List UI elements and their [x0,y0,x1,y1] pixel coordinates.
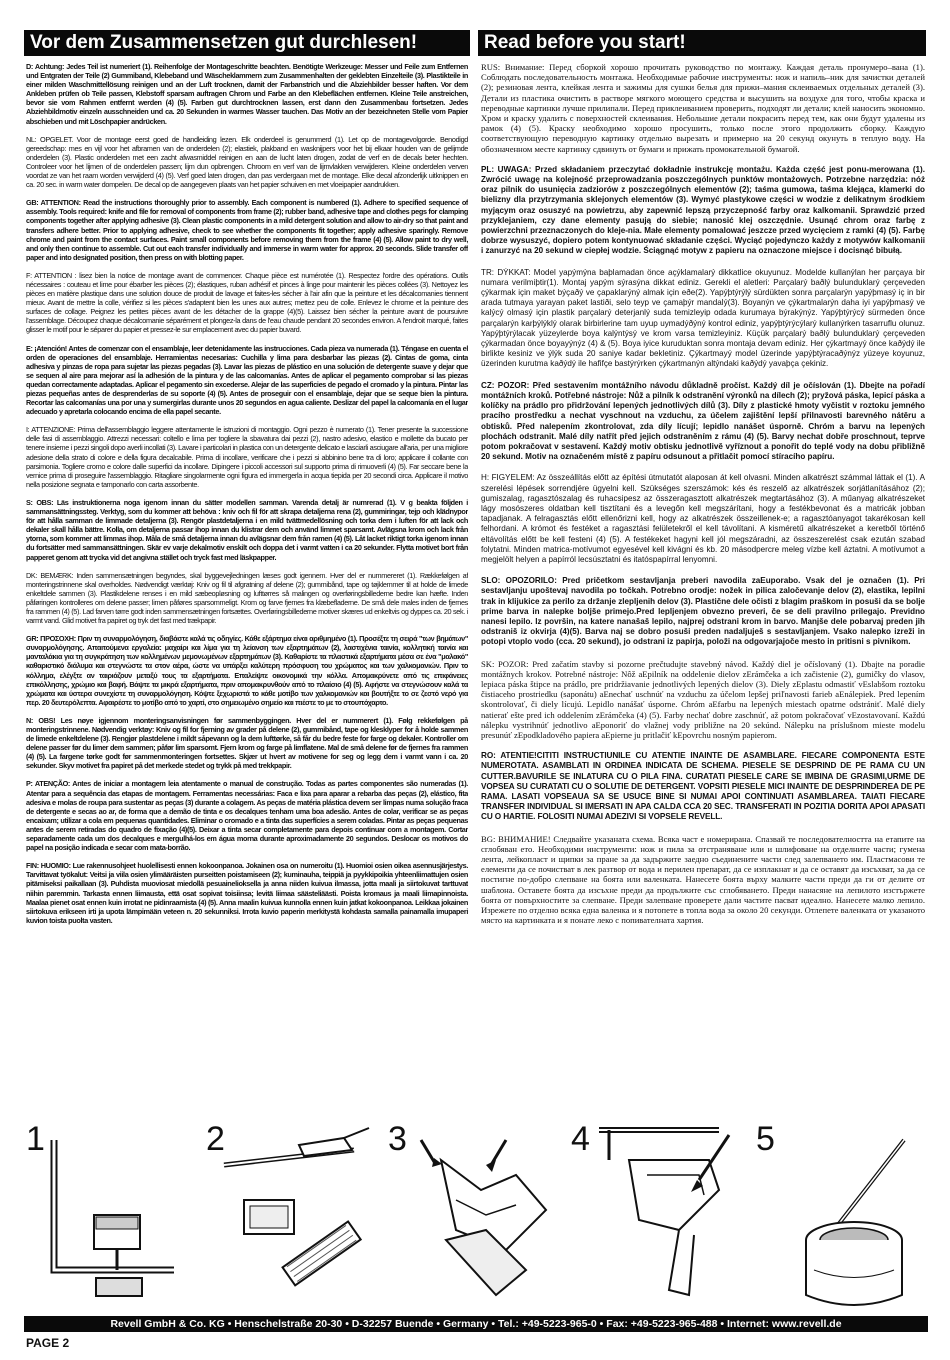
instructions-cz: CZ: POZOR: Před sestavením montážního návodu důkladně pročíst. Každý díl je očíslován (1). Dbejte na pořadí montážních kroků. Potřebné nástroje: Nůž a pilník k odstranění výronků na dílech (2); pryžová páska, lepicí páska a kolíčky na prádlo pro přidržování lepených jednotlivých dílů (3). Díly z plastické hmoty vyčistit v roztoku jemného pracího prostředku a nechat vyschnout na vzduchu, za účelem zajištění lepší přilnavosti barevného nátěru a obtisků. Před nalepením zkontrolovat, zda díly lícují; lepidlo nanášet úsporně. Chróm a barvu na lepených plochách odstranit. Malé díly natřít před jejich odstraněním z rámu (4) (5). Barvy nechat dobře proschnout, teprve potom pokračovat v sestavení. Každý motiv obtisku jednotlivě vyříznout a ponořit do teplé vody na dobu přibližně 20 sekund. Motiv na označeném místě z papíru odsunout a přitlačit pomocí stíracího papíru. [481,380,925,462]
step-number: 1 [26,1120,45,1158]
step-number: 2 [206,1120,225,1158]
step-2-illustration [204,1120,374,1310]
instructions-ru: RUS: Внимание: Перед сборкой хорошо прочитать руководство по монтажу. Каждая деталь пронумеро–вана (1). Соблюдать последовательность монтажа. Необходимые рабочие инструменты: нож и напиль–ник для зачистки деталей (2); резиновая лента, клейкая лента и зажимы для сушки белья для прижи–мания склеиваемых отдельных деталей (3). Детали из пластика очистить в растворе мягкого моющего средства и высушить на воздухе для того, чтобы краска и переводные картинки лучше прилипали. Перед приклеиванием проверить, подходят ли детали; клей наносить экономно. Хром и краску удалить с поверхностей склеивания. Небольшие детали покрасить перед тем, как они будут удалены из рамок (4) (5). Краску необходимо хорошо просушить, только после этого продолжить сборку. Каждую соответствующую переводную картинку отдельно вырезать и примерно на 20 секунд окунуть в теплую воду. На обозначенном месте картинку сдвинуть от бумаги и прижать промокательной бумагой. [481,62,925,154]
step-number: 5 [756,1120,775,1158]
left-instructions-column [26,62,468,934]
numbered-part-icon [24,1120,194,1310]
instructions-tr: TR: DÝKKAT: Model yapýmýna baþlamadan önce açýklamalarý dikkatlice okuyunuz. Modelde kullanýlan her parçaya bir numara verilmiþtir(1). Montaj yapým sýrasýna dikkat ediniz. Gerekli el aletleri: Parçalarý baðlý bulunduklarý çerçeveden çýkarmak için maket býçaðý ve çapaklarýný almak için eðe(2). Yapýþtýrýlý sürdükten sonra parçalarýn yapýþmasý iç in bir arada tutmaya yarayan paket lastiði, selo teyp ve çamaþýr mandalý(3). Boyanýn ve çýkartmalarýn daha iyi yapýþmasý ve kalýcý olmasý için plastik parçalarý deterjanlý suda temizleyip odada kurumaya býrakýnýz. Yapýþtýrýcý sürmeden önce parçalarýn karþýlýklý olarak birbirlerine tam uyup uymadýðýný kontrol ediniz, yapýþtýrýcýlarý kullanýrken tasarruflu olunuz. Yapýþtýrýlacak yüzeylerde boya kalýntýsý ve krom varsa temizleyiniz. Küçük parçalarý baðlý bulunduklarý çerçeveden çýkarmadan önce boyayýnýz (4) & (5). Boya iyice kuruduktan sonra montaja devam ediniz. Her çýkartmayý önce kaðýdý ile birlikte kesiniz ve ýlýk suda 20 saniye kadar bekletiniz. Çýkartmayý model üzerinde yapýþtýracaðýnýz yüzeye koyunuz, üzerinden kurutma kaðýdý ile hafifçe bastýrýrken çýkartmanýn altýndaki kaðýdý yavaþça çekiniz. [481,267,925,369]
instructions-it: I: ATTENZIONE: Prima dell'assemblaggio leggere attentamente le istruzioni di montaggio. Ogni pezzo è numerato (1). Tener presente la successione delle fasi di assemblaggio. Attrezzi necessari: coltello e lima per togliere la sbavatura dai pezzi (2), nastro adesivo, elastico e mollette da bucato per tenere insieme i pezzi singoli dopo averli incollati (3). Lavare i particolari in plastica con un detergente delicato e lasciarli asciugare all'aria, per una migliore adesione della strato di colore e della figura decalcabile. Prima di incollare, verificare che i pezzi si abbinino bene tra di loro; applicare il collante con parsimonia. Togliere cromo e colore dalle superfici da incollare. Dipingere i piccoli accessori sul supporto prima di rimuoverli (4) (5). Far seccare bene la vernice prima di proseguire l'assemblaggio. Ritagliare singolarmente ogni figura ed immergerla in acqua tiepida per 20 secondi circa. Applicare il motivo nella posizione segnata e tamponarlo con carta assorbente. [26,425,468,489]
instructions-pl: PL: UWAGA: Przed składaniem przeczytać dokładnie instrukcję montażu. Każda część jest ponu-merowana (1). Zwrócić uwagę na kolejność przeprowadzania poszczególnych punktów montażowych. Potrzebne narzędzia: nóż oraz pilnik do usunięcia zadziorów z poszczególnych elementów (2); taśma gumowa, taśma klejąca, klamerki do bielizny dla przytrzymania sklejonych elementów (3). Wymyć plastykowe części w wodzie z delikatnym środkiem myjącym oraz osuszyć na powietrzu, aby zapewnić lepszą przyczepność farby oraz kalkomanii. Sprawdzić przed przyklejaniem, czy dane elementy pasują do siebie; nanosić klej oszczędnie. Usunąć chrom oraz farbę z powierzchni przeznaczonych do kleje-nia. Małe elementy pomalować jeszcze przed wycięciem z ramki (4) (5). Farbę dobrze wysuszyć, dopiero potem kontynuować składanie części. Wyciąć pojedynczo każdy z motywów kalkomanii i zanurzyć na 20 sekund w ciepłej wodzie. Ściągnąć motyw z papieru na oznaczone miejsce i docisnąć bibułą. [481,164,925,256]
instructions-no: N: OBS! Les nøye igjennom monteringsanvisningen før sammenbyggingen. Hver del er nummerert (1). Følg rekkefølgen på monteringstrinnene. Nødvendig verktøy: Kniv og fil for fjerning av grader på delene (2), gummibånd, tape og klesklyper for å holde sammen de limede enkeltdelene (3). Rengjør plastdelene i mildt såpevann og la dem lufttørke, så får du bedre feste for farge og dekaler. Kontroller om delene passer før du limer dem sammen; påfør lim sparsomt. Fjern krom og farge på limflatene. Mal de små delene før de fjernes fra rammen (4) (5). La fargene tørke godt før sammenmonteringen fortsettes. Skjær ut hvert av motivene for seg og legg dem i varmt vann i ca. 20 sekunder. Skyv motivet fra papiret på det merkede stedet og trykk på med trekkpapir. [26,715,468,771]
instructions-dk: DK: BEMÆRK: Inden sammensætningen begyndes, skal byggevejledningen læses godt igennem. Hver del er nummereret (1). Rækkefølgen af monteringstrinnene skal overholdes. Nødvendigt værktøj: Kniv og fil til afgratning af delene (2); gummibånd, tape og tøjklemmer til at holde de limede enkeltdele sammen (3). Plastikdelene renses i en mild sæbeopløsning og lufttørres så malingen og overføringsbillederne bedre kan hæfte. Inden påføringen kontrolleres om delene passer; limen påføres sparsommeligt. Krom og farve fjernes fra klæbefladerne. De små dele males inden de fjernes fra rammen (4) (5). Lad farven tørre godt inden sammensætningen fortsættes. Overføringsbillederne motiver skæres ud enkeltvis og dyppes ca. 20 sek. i varmt vand. Glid motivet fra papiret og tryk det fast med trækpapir. [26,570,468,626]
step-number: 4 [571,1120,590,1158]
page-number: PAGE 2 [26,1336,70,1350]
step-4-illustration [569,1120,739,1310]
step-3-illustration [386,1120,556,1310]
footer-contact-bar: Revell GmbH & Co. KG • Henschelstraße 20-30 • D-32257 Buende • Germany • Tel.: +49-5223-965-0 • Fax: +49-5223-965-488 • Internet: www.revell.de [24,1316,928,1332]
instructions-nl: NL: OPGELET. Voor de montage eerst goed de handleiding lezen. Elk onderdeel is genummerd (1). Let op de montagevolgorde. Benodigd gereedschap: mes en vijl voor het afbramen van de onderdelen (2); elastiek, plakband en wasknijpers voor het bij elkaar houden van de gelijmde onderdelen (3). Plastic onderdelen met een zacht afwasmiddel reinigen en aan de lucht laten drogen, zodat de verf en de decals beter hechten. Controleer voor het lijmen of de onderdelen passen; lijm dun opbrengen. Chroom en verf van de lijmvlakken verwijderen. Kleine onderdelen verven voordat ze van het raam worden verwijderd (4) (5). Verf goed laten drogen, dan pas verdergaan met de montage. Elke decal afzonderlijk uitknippen en ca. 20 sec. in warm water dompelen. De decal op de aangegeven plaats van het papier schuiven en met vloeipapier aandrukken. [26,134,468,190]
instructions-slo: SLO: OPOZORILO: Pred pričetkom sestavljanja preberi navodila zaЕuporabo. Vsak del je označen (1). Pri sestavljanju upoštevaj navodila po točkah. Potrebno orodje: nožek in pilica zaločevanje delov (2), elastika, lepilni trak in klijukice za perilo za držanje zlepljenih delov (3). Plastične dele očisti z blagim praškom in posuši da se bolje prime barva in nalepke boljše primejo.Pred lepljenjem obvezno preveri, če se deli pravilno prilegajo. Previdno nanesi lepilo. Iz površin, na katere nanašaš lepilo, najprej odstrani krom in barvo. Manjše dele pobarvaj preden jih odstraniš iz okvirja (4)(5). Barva naj se dobro posuši preden nadaljuješ s sestavljanjem. Vsako nalepko izreži in potopi vtoplo vodo (cca. 20 sekund), jo odstrani iz papirja, položi na odgovarjajoče mesto in pritisni s pivnikom. [481,576,925,647]
instructions-se: S: OBS: Läs instruktionerna noga igenom innan du sätter modellen samman. Varenda detalj är numrerad (1). V g beakta följden i sammansättningssteg. Verktyg, som du kommer att behöva : kniv och fil för att skrapa detaljerna rena (2), gummiringar, tejp och klädnypor för att hålla samman de limmade detaljerna (3). Rengör plastdetaljerna i en mild tvättmedellösning och torka dem i luften för att lack och dekaler skall hålla bättre. Kolla, om detaljerna passar ihop innan du klistrar dem och använd limmet sparsamt. Avlägsna krom och lack från ytorna, som kommer att limmas ihop. Måla de små detaljerna innan du avlägsnar dem från ramen (4) (5). Låt lacket riktigt torka igenom innan du fortsätter med sammansättningen. Skär ev varje dekalmotiv enskilt och doppa det i varmt vatten i ca 20 sekunder. Flytta motivet bort från papperet genom att trycka vid det angivna stället och tryck fast med läskpapper. [26,497,468,562]
paintbrush-icon [569,1120,739,1310]
instructions-de: D: Achtung: Jedes Teil ist numeriert (1). Reihenfolge der Montageschritte beachten. Benötigte Werkzeuge: Messer und Feile zum Entfernen und Entgraten der Teile (2) Gummiband, Klebeband und Wäscheklammern zum Zusammenhalten der geklebten Einzelteile (3). Plastikteile in einer milden Waschmittellösung reinigen und an der Luft trocknen, damit der Farbanstrich und die Abziehbilder besser haften. Vor dem Ankleben prüfen ob Teile passen, Klebstoff sparsam auftragen Chrom und Farbe an den Klebeflächen entfernen. Kleine Teile anstreichen, bevor sie vom Rahmen entfernt werden (4) (5). Farben gut durchtrocknen lassen, erst dann den Zusammenbau fortsetzen. Jedes Abziehbildmotiv einzeln ausschneiden und ca. 20 Sekunden in warmes Wasser tauchen. Das Motiv an der bezeichneten Stelle vom Papier abschieben und mit Löschpapier andrücken. [26,62,468,126]
assembly-steps-illustrations [24,1120,928,1310]
instructions-sk: SK: POZOR: Pred začatím stavby si pozorne prečtudujte stavebný návod. Každý diel je očíslovaný (1). Dbajte na poradie montážnych krokov. Potrebné nástroje: Nôž aЕpilník na oddelenie dielov zЕrámčeka a ich začistenie (2), gumičky do vlasov, lepiaca páska štipce na prádlo, pre pridržiavanie jednotlivých lepených dielov (3). Diely zЕplastu odmastiť vЕslabšom roztoku čistiaceho prostriedku (saponátu) aЕnechať uschnúť na vzduchu za účelom lepšej priľnavosti farieb aЕnálepiek. Pred lepením skontrolovať, či diely lícujú. Lepidlo nanášať úsporne. Chróm aЕfarbu na lepených miestach opatrne odstrániť. Malé diely natierať ešte pred ich oddelením zЕrámčeka (4) (5). Farby nechať dobre zaschnúť, až potom pokračovať vЕzostavovaní. Každú nálepku vystrihnúť jednotlivo aЕponoriť do vlažnej vody približne na 20 sekúnd. Nálepku na príslušnom mieste modelu presunúť zЕpodkladového papiera aЕpierne ju pritlačiť kЕpovrchu nosným papierom. [481,658,925,740]
instructions-fi: FIN: HUOMIO: Lue rakennusohjeet huolellisesti ennen kokoonpanoa. Jokainen osa on numeroitu (1). Huomioi osien oikea asennusjärjestys. Tarvittavat työkalut: Veitsi ja viila osien ylimääräisten purseitten poistamiseen (2); kuminauha, teippiä ja pyykkipoikia yhteenliimattujen osien pitämiseksi paikallaan (3). Puhdista muoviosat miedollä pesuainelioksella ja anna niiden kuivua ilmassa, jotta maali ja siirtokuvat tarttuvat niihin paremmin. Tarkasta ennen liimausta, että osat sopivat toisiinsa; levitä liimaa säästeliäästi. Poista kromaus ja maali liimapinnoista. Maalaa pienet osat ennen kuin irrotat ne pidinraamista (4) (5). Anna maalin kuivua kunnolla ennen kuin jatkat kokoonpanoa. Leikkaa jokainen siirtokuva erikseen irti ja upota lämpimään veteen n. 20 sekunniksi. Irrota kuvio paperin merkitystä kohdasta samalla painamalla imupaperi kuvion toista puolta vasten. [26,861,468,925]
header-title-german: Vor dem Zusammensetzen gut durchlesen! [24,30,470,56]
right-instructions-column [481,62,925,936]
instructions-gr: GR: ΠΡΟΣΟΧΗ: Πριν τη συναρμολόγηση, διαβάστε καλά τις οδηγίες. Κάθε εξάρτημα είναι αριθμημένο (1). Προσέξτε τη σειρά "των βημάτων" συναρμολόγησης. Απαιτούμενα εργαλεία: μαχαίρι και λίμα για τη λείανση των εξαρτημάτων (2), λαστιχένια ταινία, κολλητική ταινία και μανταλάκια για τη συγκράτηση των κολλημένων μεμονωμένων εξαρτημάτων (3). Καθαρίστε τα πλαστικά εξαρτήματα μέσα σε ένα "μαλακό" καθαριστικό διάλυμα και στεγνώστε τα στον αέρα, ώστε να υπάρξει καλύτερη πρόσφυση του χρώματος και των χαλκομανιών. Πριν το κόλλημα, ελέγξτε αν ταιριάζουν μεταξύ τους τα εξαρτήματα. Επαλείψτε οικονομικά την κόλλα. Απομακρύνετε από τις επιφάνειες επικόλλησης, χρώμιο και βαφή. Βάψτε τα μικρά εξαρτήματα, πριν απομακρυνθούν από το πλαίσιο (4) (5). Αφήστε να στεγνώσουν καλά τα χρώματα και ύστερα συνεχίστε τη συναρμολόγηση. Κόψτε ξεχωριστά το κάθε μοτίβο των χαλκομανιών και βουτήξτε το σε ζεστό νερό για περ. 20 δευτερόλεπτα. Αφαιρέστε το μοτίβο από το χαρτί, στο σημειωμένο σημείο και πιέστε το με το στουπόχαρτο. [26,634,468,707]
gluing-parts-icon [386,1120,556,1310]
instructions-gb: GB: ATTENTION: Read the instructions thoroughly prior to assembly. Each component is numbered (1). Adhere to specified sequence of assembly. Tools required: knife and file for removal of components from frame (2); rubber band, adhesive tape and clothes pegs for clamping components together after applying adhesive (3). Clean plastic components in a mild detergent solution and allow to air-dry so that paint and transfers adhere better. Prior to applying adhesive, check to see whether the components fit together; apply adhesive sparingly. Remove chrome and paint from the contact surfaces. Paint small components before removing them from the frame (4) (5). Allow paint to dry well, and only then continue to assemble. Cut out each transfer individually and immerse in warm water for approx. 20 seconds. Slide transfer off paper and into designated position, then press on with blotting paper. [26,198,468,262]
instructions-es: E: ¡Atención! Antes de comenzar con el ensamblaje, leer detenidamente las instrucciones. Cada pieza va numerada (1). Téngase en cuenta el orden de operaciones del ensamblaje. Herramientas necesarias: Cuchilla y lima para desbarbar las piezas (2). Cintas de goma, cinta adhesiva y pinzas de ropa para sujetar las piezas pegadas (3). Lavar las piezas de plástico en una solución de detergente suave y dejar que se sequen al aire para mejorar así la adhesión de la pintura y de las calcomanías. Antes de aplicar el pegamento comprobar si las piezas quedan correctamente adaptadas. Aplicar el pegamento sin excederse. Alejar de las superficies de pegado el cromado y la pintura. Pintar las piezas pequeñas antes de desprenderlas de su soporte (4) (5). Antes de proseguir con el ensamblaje, dejar que se seque bien la pintura. Recortar las calcomanías una por una y sumergirlas durante unos 20 segundos en agua caliente. Deslizar del papel la calcomanía en el lugar adecuado y apretarla colocando encima de ella papel secante. [26,343,468,417]
step-number: 3 [388,1120,407,1158]
instructions-hu: H: FIGYELEM: Az összeállítás előtt az építési útmutatót alaposan át kell olvasni. Minden alkatrészt számmal láttak el (1). A szerelési lépések sorrendjére ügyelni kell. Szükséges szerszámok: kés és reszelő az alkatrészek sorjátlanításához (2); gumiszalag, ragasztószalag és ruhacsipesz az összeragasztott alkatrészek megtartásához (3). A műanyag alkatrészeket lágy mosószeres oldatban kell tisztítani és a levegőn kell megszárítani, hogy a festékbevonat és a matricák jobban tapadjanak. A felragasztás előtt ellenőrizni kell, hogy az alkatrészek összeillenek-e; a ragasztóanyagot takarékosan kell felhordani. A krómot és festéket a ragasztási felületekről el kell távolítani. A kisméretű alkatrészeket a keretből történő eltávolítás előtt be kell festeni (4) (5). A festékeket hagyni kell jól megszáradni, az összeszerelést csak ezután szabad folytatni. Minden matrica-motívumot egyesével kell kivágni és kb. 20 másodpercre meleg vízbe kell áztatni. A motívumot a megjelölt helyen a papírról lecsúsztatni és itatóspapírral lenyomni. [481,473,925,564]
header-title-english: Read before you start! [478,30,926,56]
instructions-pt: P: ATENÇÃO: Antes de iniciar a montagem leia atentamente o manual de construção. Todas as partes componentes são numeradas (1). Atentar para a sequência das etapas de montagem. Ferramentas necessárias: Faca e lixa para aparar a rebarba das peças (2), elástico, fita adesiva e molas de roupa para sustentar as peças (3) durante a colagem. As peças de matéria plástica devem ser limpas numa solução fraca de detergente e secas ao ar, de forma que a demão de tinta e os decalques tenham uma boa adesão. Antes de colar, verificar se as peças encaixam; utilizar a cola em pequenas quantidades. Eliminar o cromado e a tinta das superfícies a serem coladas. Pintar as peças pequenas antes de serem retiradas do quadro de fixação (4)(5). Deixar a tinta secar completamente para depois continuar com a montagem. Cortar separadamente cada um dos decalques e mergulhá-los em água morna durante aproximadamente 20 segundos. Deslocar os motivos do papel na posição indicada e secar com mata-borrão. [26,779,468,853]
paint-pot-icon [754,1120,928,1310]
knife-file-tools-icon [204,1120,374,1310]
instructions-fr: F: ATTENTION : lisez bien la notice de montage avant de commencer. Chaque pièce est numérotée (1). Respectez l'ordre des opérations. Outils nécessaires : couteau et lime pour ébarber les pièces (2); élastiques, ruban adhésif et pinces à linge pour maintenir les pièces collées (3). Nettoyez les pièces en matière plastique dans une solution douce de produit de lavage et faites-les sécher à l'air afin que la peinture et les décalcomanies tiennent mieux. Avant de mettre la colle, vérifiez si les pièces s'adaptent bien les unes aux autres; mettez peu de colle. Enlevez le chrome et la peinture des surfaces de collage. Peignez les petites pièces avant de les détacher de la grappe (4)(5). Laissez bien sécher la peinture avant de poursuivre l'assemblage. Découpez chaque décalcomanie séparément et plongez-la dans de l'eau chaude pendant 20 secondes environ. A l'endroit marqué, faites glisser le motif pour le séparer du papier et pressez-le sur emplacement avec du papier buvard. [26,270,468,335]
instructions-bg: BG: ВНИМАНИЕ! Следвайте указаната схема. Всяка част е номерирана. Спазвай те последователността на етапите на сглобяван ето. Необходими инструменти: нож и пила за отстраняване или и шлифоване на отделните части; гумена лента, лейкопласт и щипки за пране за да задържите заедно съединените части след залепването им. Пластмасови те елементи да се почистват в лек разтвор от вода и перилен препарат, да се изплакнат и да се оставят да изсъхват, за да се постигне по-добро слепване на боята или валенката. Нанесете боята върху малките части преди да ги от делите от шаблона. Оставете боята да изсъхне преди да продължите със сглобяването. Преди нанасяне на лепилото изстържете боята от повърхностите за слепване. Преди залепване проверете дали частите пасват идеално. Нанесете малко лепило. Изрежете по отделно всяка една валенка и я потопете в топла вода за около 20 секунди. Отлепете валенката от указаното място на картинката и я понате леко с попивателната хартия. [481,833,925,926]
step-1-illustration [24,1120,194,1310]
step-5-illustration [754,1120,928,1310]
instructions-ro: RO: ATENTIE!CITITI INSTRUCTIUNILE CU ATENTIE INAINTE DE ASAMBLARE. FIECARE COMPONENTA ESTE NUMEROTATA. ASAMBLATI IN ORDINEA INDICATA DE SCHEMA. PIESELE SE DESPRIND DE PE RAMA CU UN CUTTER.BAVURILE SE INLATURA CU O PILA FINA. CURATATI PIESELE CARE SE IMBINA DE GRASIMI,URME DE VOPSEA SU CURATATI CU O SOLUTIE DE DETERGENT. VOPSITI PIESELE MICI INAINTE DE DESPRINDEREA DE PE RAMA. LASATI VOPSEAUA SA SE USUCE BINE SI NUMAI APOI CONTINUATI ASAMBLAREA. TAIATI FIECARE TRANSFER INDIVIDUAL SI IMERSATI IN APA CALDA CCA 20 SEC. TRANSFERATI IN POZITIA DORITA APOI APASATI CU O HARTIE. FOLOSITI NUMAI ADEZIVI SI VOPSELE REVELL. [481,751,925,822]
